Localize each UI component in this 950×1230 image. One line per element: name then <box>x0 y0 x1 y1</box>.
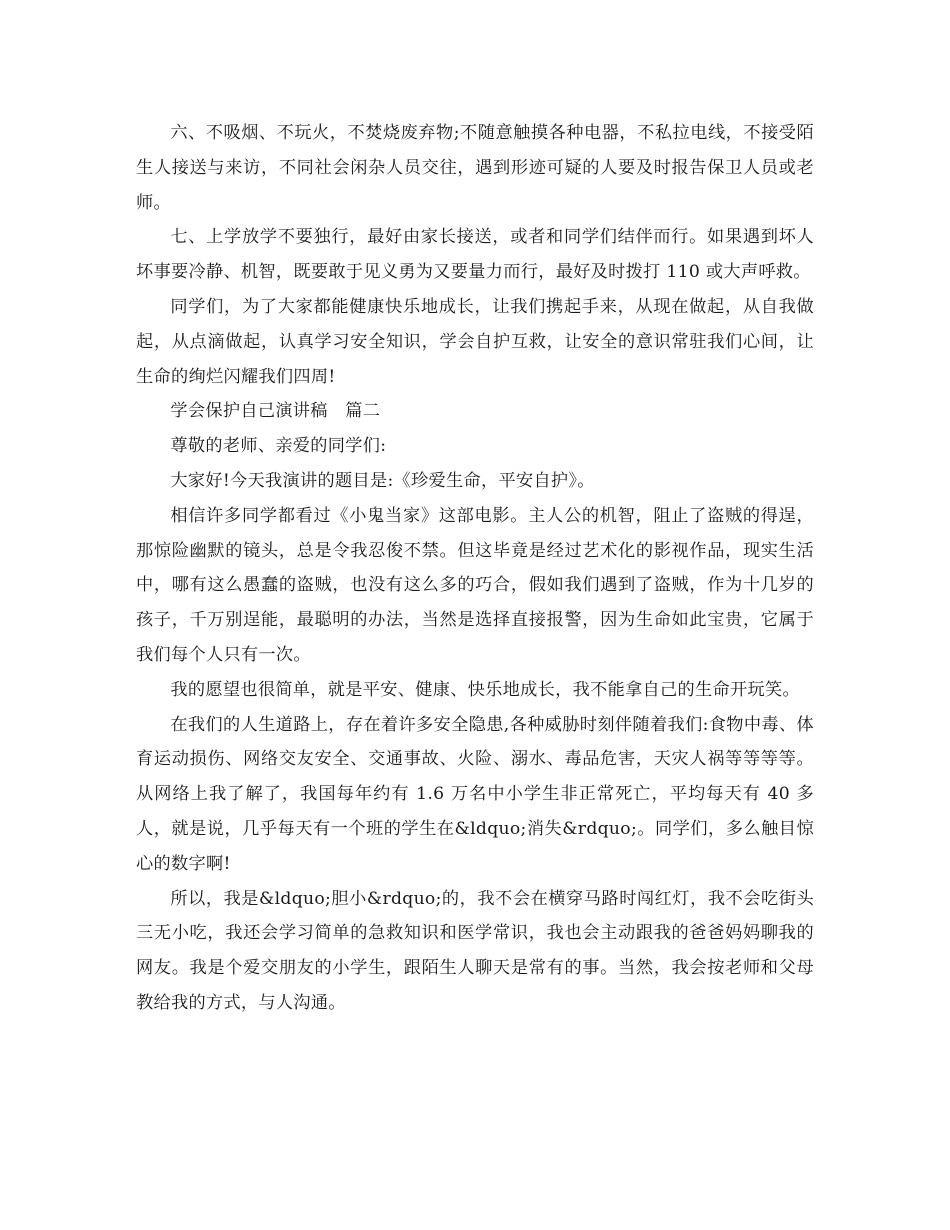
salutation: 尊敬的老师、亲爱的同学们: <box>170 436 387 457</box>
paragraph-closing: 同学们，为了大家都能健康快乐地成长，让我们携起手来，从现在做起，从自我做起，从点滴做起，认真学习安全知识，学会自护互救，让安全的意识常驻我们心间，让生命的绚烂闪耀我们四周! <box>136 296 814 387</box>
paragraph-dangers: 在我们的人生道路上，存在着许多安全隐患,各种威胁时刻伴随着我们:食物中毒、体育运动损伤、网络交友安全、交通事故、火险、溺水、毒品危害，天灾人祸等等等等。从网络上我了解了，我国每年约有 1.6 万名中小学生非正常死亡，平均每天有 40 多人，就是说，几乎每天有一个班的学生在&ldquo;消失&rdquo;。同学们，多么触目惊心的数字啊! <box>136 714 814 874</box>
section-title: 学会保护自己演讲稿 篇二 <box>170 401 381 422</box>
paragraph-cautious: 所以，我是&ldquo;胆小&rdquo;的，我不会在横穿马路时闯红灯，我不会吃街头三无小吃，我还会学习简单的急救知识和医学常识，我也会主动跟我的爸爸妈妈聊我的网友。我是个爱交朋友的小学生，跟陌生人聊天是常有的事。当然，我会按老师和父母教给我的方式，与人沟通。 <box>136 888 814 1013</box>
paragraph-six: 六、不吸烟、不玩火，不焚烧废弃物;不随意触摸各种电器，不私拉电线，不接受陌生人接送与来访，不同社会闲杂人员交往，遇到形迹可疑的人要及时报告保卫人员或老师。 <box>136 123 814 213</box>
paragraph-wish: 我的愿望也很简单，就是平安、健康、快乐地成长，我不能拿自己的生命开玩笑。 <box>170 679 800 700</box>
paragraph-movie: 相信许多同学都看过《小鬼当家》这部电影。主人公的机智，阻止了盗贼的得逞，那惊险幽默的镜头，总是令我忍俊不禁。但这毕竟是经过艺术化的影视作品，现实生活中，哪有这么愚蠢的盗贼，也没有这么多的巧合，假如我们遇到了盗贼，作为十几岁的孩子，千万别逞能，最聪明的办法，当然是选择直接报警，因为生命如此宝贵，它属于我们每个人只有一次。 <box>136 505 814 665</box>
greeting: 大家好!今天我演讲的题目是:《珍爱生命，平安自护》。 <box>170 470 595 491</box>
paragraph-seven: 七、上学放学不要独行，最好由家长接送，或者和同学们结伴而行。如果遇到坏人坏事要冷静、机智，既要敢于见义勇为又要量力而行，最好及时拨打 110 或大声呼救。 <box>136 227 814 283</box>
